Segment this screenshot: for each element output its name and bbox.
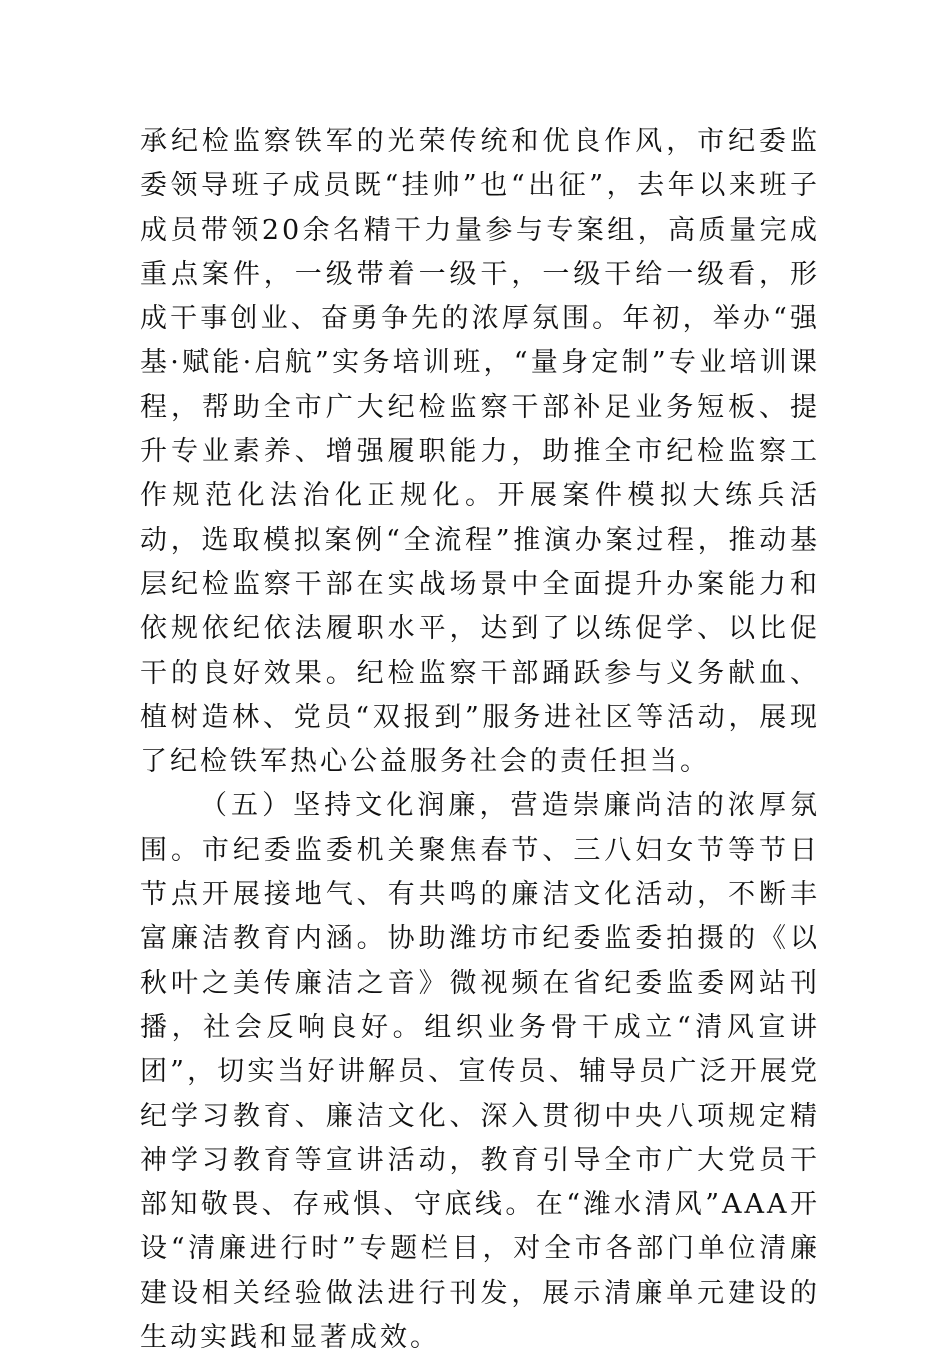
document-body bbox=[140, 120, 820, 1360]
paragraph-continued: 承纪检监察铁军的光荣传统和优良作风，市纪委监委领导班子成员既“挂帅”也“出征”，去年以来班子成员带领20余名精干力量参与专案组，高质量完成重点案件，一级带着一级干，一级干给一级看，形成干事创业、奋勇争先的浓厚氛围。年初，举办“强基·赋能·启航”实务培训班，“量身定制”专业培训课程，帮助全市广大纪检监察干部补足业务短板、提升专业素养、增强履职能力，助推全市纪检监察工作规范化法治化正规化。开展案件模拟大练兵活动，选取模拟案例“全流程”推演办案过程，推动基层纪检监察干部在实战场景中全面提升办案能力和依规依纪依法履职水平，达到了以练促学、以比促干的良好效果。纪检监察干部踊跃参与义务献血、植树造林、党员“双报到”服务进社区等活动，展现了纪检铁军热心公益服务社会的责任担当。 bbox=[140, 126, 820, 778]
paragraph-section-five: （五）坚持文化润廉，营造崇廉尚洁的浓厚氛围。市纪委监委机关聚焦春节、三八妇女节等节日节点开展接地气、有共鸣的廉洁文化活动，不断丰富廉洁教育内涵。协助潍坊市纪委监委拍摄的《以秋叶之美传廉洁之音》微视频在省纪委监委网站刊播，社会反响良好。组织业务骨干成立“清风宣讲团”，切实当好讲解员、宣传员、辅导员广泛开展党纪学习教育、廉洁文化、深入贯彻中央八项规定精神学习教育等宣讲活动，教育引导全市广大党员干部知敬畏、存戒惧、守底线。在“潍水清风”AAA开设“清廉进行时”专题栏目，对全市各部门单位清廉建设相关经验做法进行刊发，展示清廉单元建设的生动实践和显著成效。 bbox=[140, 790, 820, 1354]
